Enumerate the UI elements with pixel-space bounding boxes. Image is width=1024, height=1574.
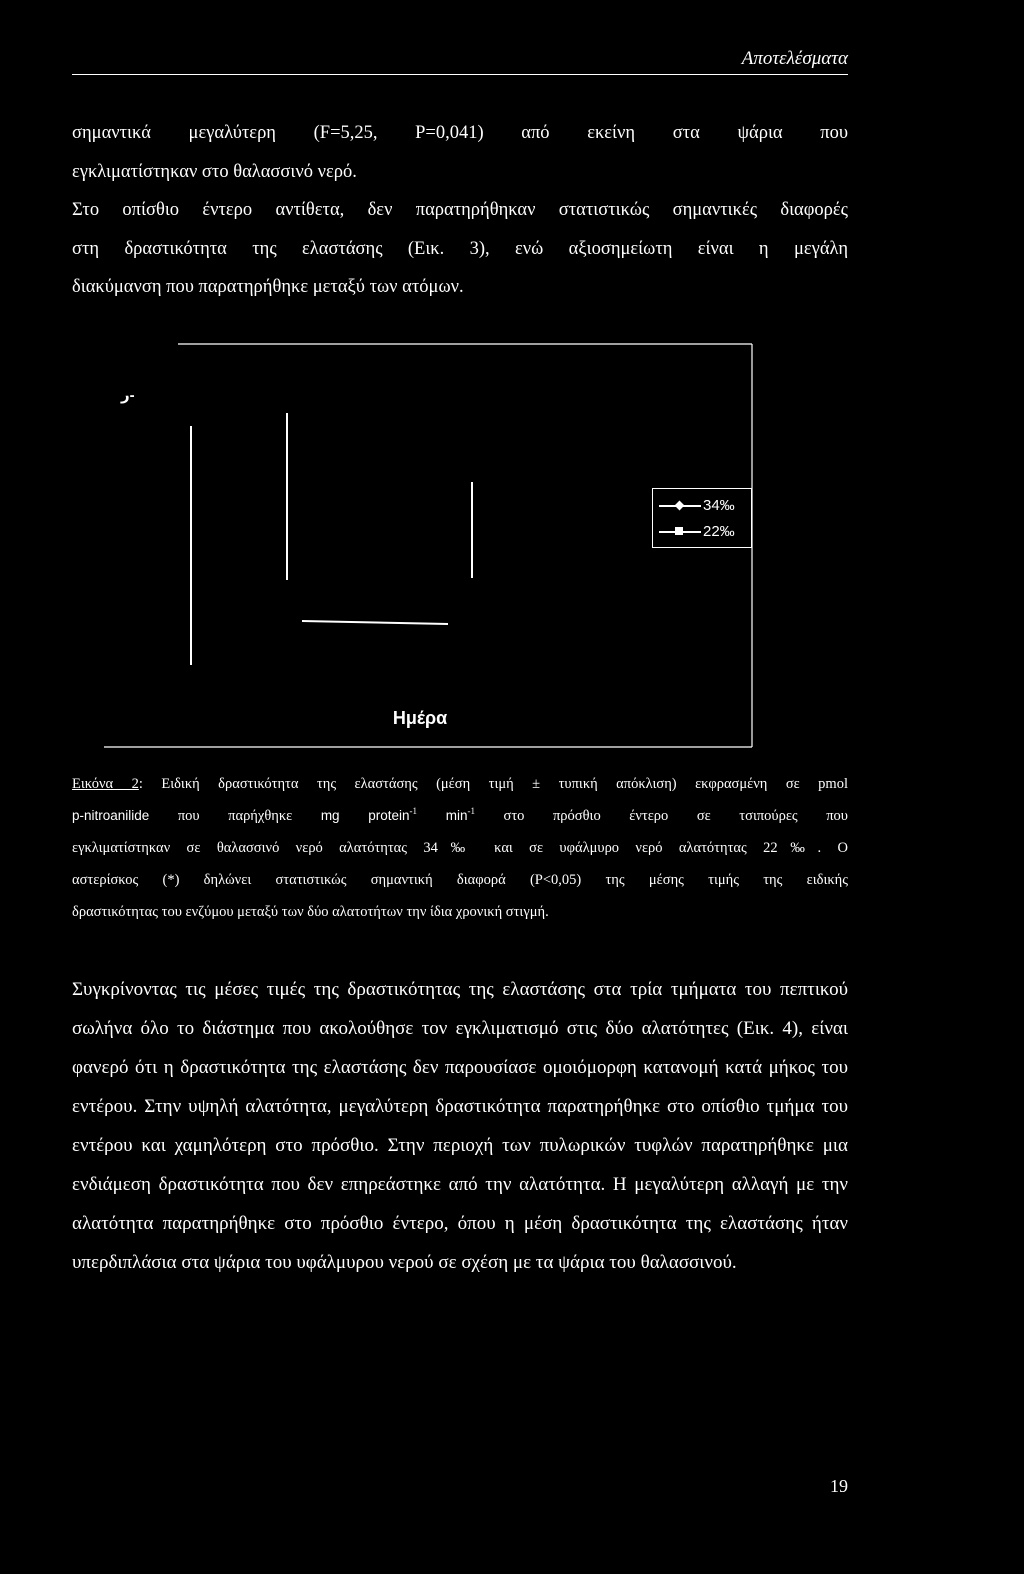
caption-text: mg protein	[320, 808, 410, 823]
legend-item-34	[659, 495, 735, 515]
caption-line: εγκλιματίστηκαν σε θαλασσινό νερό αλατότητας 34‰ και σε υφάλμυρο νερό αλατότητας 22‰. Ο	[72, 840, 848, 856]
legend-label: 34‰	[703, 496, 735, 514]
caption-figure-label: Εικόνα 2	[72, 776, 139, 792]
caption-line	[72, 800, 848, 832]
intro-line: εγκλιματίστηκαν στο θαλασσινό νερό.	[72, 161, 357, 182]
caption-text: : Ειδική δραστικότητα της ελαστάσης (μέση τιμή ± τυπική απόκλιση) εκφρασμένη σε pmol	[138, 776, 848, 792]
x-axis-label: Ημέρα	[392, 708, 448, 728]
intro-line: στη δραστικότητα της ελαστάσης (Εικ. 3), ενώ αξιοσημείωτη είναι η μεγάλη	[72, 238, 848, 259]
plot-line	[302, 621, 448, 624]
intro-line: σημαντικά μεγαλύτερη (F=5,25, P=0,041) από εκείνη στα ψάρια που	[72, 123, 848, 143]
caption-line: αστερίσκος (*) δηλώνει στατιστικώς σημαντική διαφορά (P<0,05) της μέσης τιμής της ειδικής	[72, 872, 848, 888]
caption-line: δραστικότητας του ενζύμου μεταξύ των δύο αλατοτήτων την ίδια χρονική στιγμή.	[72, 904, 549, 920]
legend	[652, 488, 752, 548]
body-paragraph	[72, 970, 848, 1282]
legend-item-22	[659, 521, 735, 541]
figure-caption	[72, 768, 848, 928]
caption-text: στο πρόσθιο έντερο σε τσιπούρες που	[474, 808, 848, 824]
caption-superscript: -1	[409, 806, 418, 817]
intro-line: διακύμανση που παρατηρήθηκε μεταξύ των ατόμων.	[72, 277, 464, 297]
caption-text: που παρήχθηκε	[149, 808, 321, 824]
legend-square-symbol	[659, 521, 701, 541]
page-number: 19	[830, 1476, 848, 1496]
intro-line: Στο οπίσθιο έντερο αντίθετα, δεν παρατηρήθηκαν στατιστικώς σημαντικές διαφορές	[72, 200, 848, 220]
caption-text: min	[417, 808, 468, 823]
axis-label-fragment: ر-	[121, 387, 135, 404]
caption-superscript: -1	[467, 806, 475, 817]
header-rule	[72, 74, 848, 75]
section-header: Αποτελέσματα	[741, 48, 848, 69]
body-paragraph-text: Συγκρίνοντας τις μέσες τιμές της δραστικότητας της ελαστάσης στα τρία τμήματα του πεπτικού σωλήνα όλο το διάστημα που ακολούθησε τον εγκλιματισμό στις δύο αλατότητες (Εικ. 4), είναι φανερό ότι η δραστικότητα της ελαστάσης δεν παρουσίασε ομοιόμορφη κατανομή κατά μήκος του εντέρου. Στην υψηλή αλατότητα, μεγαλύτερη δραστικότητα παρατηρήθηκε στο οπίσθιο τμήμα του εντέρου και χαμηλότερη στο πρόσθιο. Στην περιοχή των πυλωρικών τυφλών παρατηρήθηκε μια ενδιάμεση δραστικότητα που δεν επηρεάστηκε από την αλατότητα. Η μεγαλύτερη αλλαγή με την αλατότητα παρατηρήθηκε στο πρόσθιο έντερο, όπου η μέση δραστικότητα της ελαστάσης ήταν υπερδιπλάσια στα ψάρια του υφάλμυρου νερού σε σχέση με τα ψάρια του θαλασσινού.	[72, 979, 848, 1273]
intro-paragraph	[72, 114, 848, 307]
legend-diamond-symbol	[659, 495, 701, 515]
caption-text: p-nitroanilide	[72, 808, 150, 823]
caption-line	[72, 768, 848, 800]
legend-label: 22‰	[703, 522, 735, 540]
